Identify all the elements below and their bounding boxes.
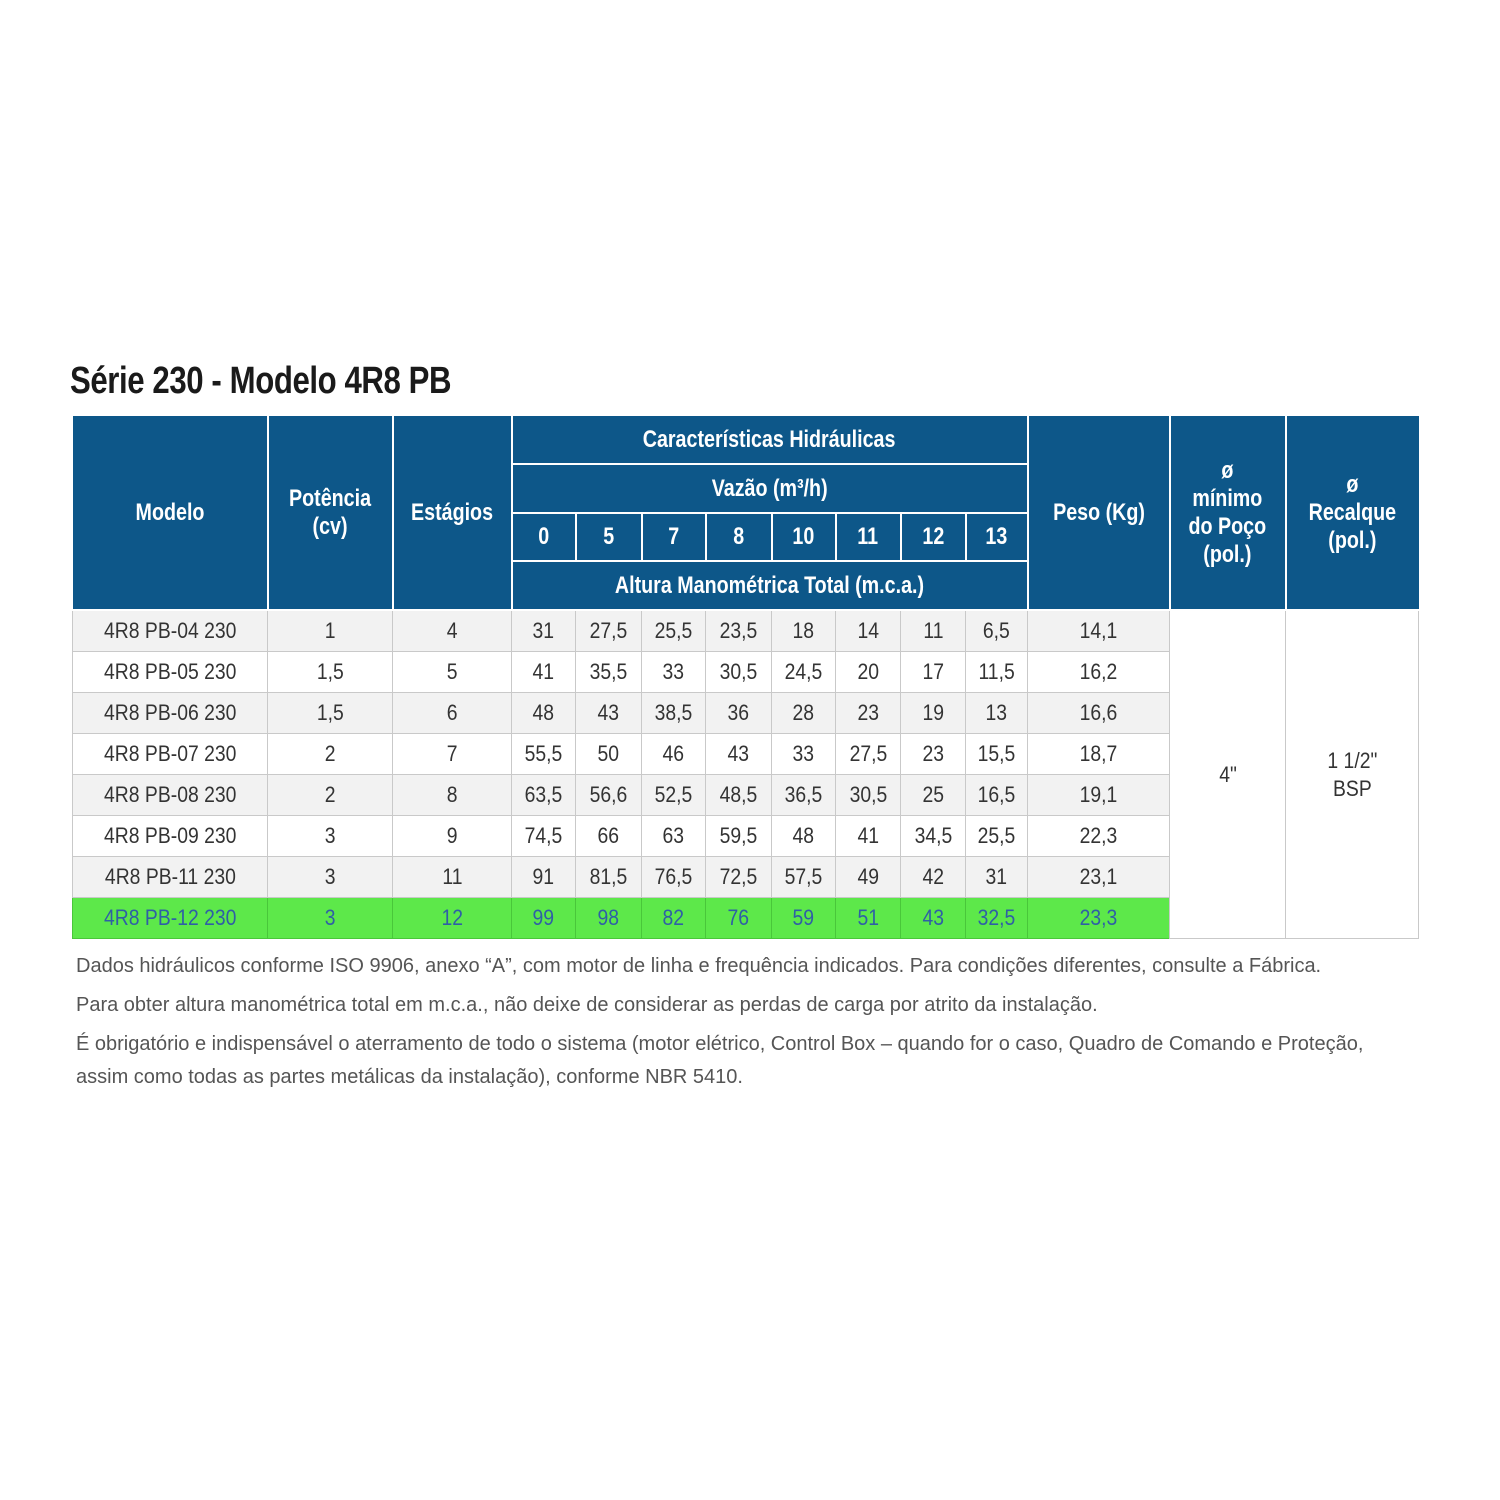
cell-recalque: 1 1/2" BSP — [1286, 610, 1419, 939]
cell-altura: 48 — [512, 693, 576, 734]
header-estagios: Estágios — [393, 416, 512, 610]
cell-altura: 41 — [512, 652, 576, 693]
header-flow: 7 — [642, 513, 706, 561]
cell-estagios: 8 — [393, 775, 512, 816]
cell-potencia: 3 — [268, 898, 393, 939]
cell-altura: 32,5 — [966, 898, 1028, 939]
page-title: Série 230 - Modelo 4R8 PB — [70, 360, 452, 402]
table-body — [73, 610, 1419, 939]
cell-modelo: 4R8 PB-09 230 — [73, 816, 268, 857]
cell-altura: 63 — [642, 816, 706, 857]
cell-potencia: 1,5 — [268, 693, 393, 734]
cell-altura: 25,5 — [642, 610, 706, 652]
header-flow: 12 — [901, 513, 966, 561]
header-flow: 0 — [512, 513, 576, 561]
header-flow: 5 — [576, 513, 642, 561]
cell-potencia: 2 — [268, 775, 393, 816]
cell-altura: 56,6 — [576, 775, 642, 816]
cell-altura: 14 — [836, 610, 901, 652]
table-header — [73, 416, 1419, 610]
header-caracteristicas: Características Hidráulicas — [512, 416, 1028, 464]
cell-altura: 43 — [901, 898, 966, 939]
cell-altura: 27,5 — [576, 610, 642, 652]
cell-altura: 91 — [512, 857, 576, 898]
cell-modelo: 4R8 PB-06 230 — [73, 693, 268, 734]
note-iso: Dados hidráulicos conforme ISO 9906, anexo “A”, com motor de linha e frequência indicados. Para condições diferentes, consulte a Fábrica. — [76, 955, 1322, 977]
cell-peso: 23,1 — [1028, 857, 1170, 898]
cell-potencia: 1,5 — [268, 652, 393, 693]
cell-peso: 16,6 — [1028, 693, 1170, 734]
cell-altura: 23 — [836, 693, 901, 734]
cell-modelo: 4R8 PB-04 230 — [73, 610, 268, 652]
cell-altura: 41 — [836, 816, 901, 857]
cell-altura: 25 — [901, 775, 966, 816]
header-vazao: Vazão (m³/h) — [512, 464, 1028, 513]
cell-peso: 23,3 — [1028, 898, 1170, 939]
header-altura: Altura Manométrica Total (m.c.a.) — [512, 561, 1028, 610]
cell-altura: 36,5 — [772, 775, 836, 816]
header-potencia: Potência (cv) — [268, 416, 393, 610]
header-flow: 13 — [966, 513, 1028, 561]
cell-altura: 30,5 — [706, 652, 772, 693]
cell-altura: 63,5 — [512, 775, 576, 816]
cell-altura: 31 — [966, 857, 1028, 898]
cell-altura: 34,5 — [901, 816, 966, 857]
cell-altura: 25,5 — [966, 816, 1028, 857]
cell-altura: 33 — [642, 652, 706, 693]
cell-altura: 36 — [706, 693, 772, 734]
header-flow: 11 — [836, 513, 901, 561]
header-modelo: Modelo — [73, 416, 268, 610]
cell-poco: 4" — [1170, 610, 1286, 939]
cell-potencia: 2 — [268, 734, 393, 775]
cell-altura: 27,5 — [836, 734, 901, 775]
table-row — [73, 610, 1419, 652]
cell-altura: 43 — [576, 693, 642, 734]
cell-altura: 18 — [772, 610, 836, 652]
cell-altura: 15,5 — [966, 734, 1028, 775]
cell-peso: 14,1 — [1028, 610, 1170, 652]
cell-altura: 16,5 — [966, 775, 1028, 816]
header-flow: 8 — [706, 513, 772, 561]
cell-peso: 18,7 — [1028, 734, 1170, 775]
cell-peso: 22,3 — [1028, 816, 1170, 857]
cell-altura: 23,5 — [706, 610, 772, 652]
cell-altura: 35,5 — [576, 652, 642, 693]
cell-altura: 33 — [772, 734, 836, 775]
cell-modelo: 4R8 PB-11 230 — [73, 857, 268, 898]
cell-altura: 23 — [901, 734, 966, 775]
cell-altura: 57,5 — [772, 857, 836, 898]
cell-modelo: 4R8 PB-12 230 — [73, 898, 268, 939]
cell-altura: 42 — [901, 857, 966, 898]
cell-potencia: 3 — [268, 816, 393, 857]
cell-altura: 43 — [706, 734, 772, 775]
cell-altura: 20 — [836, 652, 901, 693]
cell-altura: 50 — [576, 734, 642, 775]
cell-altura: 11 — [901, 610, 966, 652]
cell-estagios: 5 — [393, 652, 512, 693]
cell-altura: 74,5 — [512, 816, 576, 857]
cell-modelo: 4R8 PB-05 230 — [73, 652, 268, 693]
cell-modelo: 4R8 PB-07 230 — [73, 734, 268, 775]
cell-altura: 81,5 — [576, 857, 642, 898]
cell-altura: 49 — [836, 857, 901, 898]
cell-altura: 19 — [901, 693, 966, 734]
cell-altura: 38,5 — [642, 693, 706, 734]
cell-altura: 76,5 — [642, 857, 706, 898]
cell-altura: 6,5 — [966, 610, 1028, 652]
cell-altura: 30,5 — [836, 775, 901, 816]
cell-altura: 98 — [576, 898, 642, 939]
cell-altura: 82 — [642, 898, 706, 939]
cell-altura: 66 — [576, 816, 642, 857]
cell-estagios: 7 — [393, 734, 512, 775]
cell-altura: 51 — [836, 898, 901, 939]
cell-estagios: 9 — [393, 816, 512, 857]
cell-altura: 59,5 — [706, 816, 772, 857]
cell-altura: 24,5 — [772, 652, 836, 693]
header-recalque: ø Recalque (pol.) — [1286, 416, 1419, 610]
notes — [76, 950, 1416, 1100]
cell-altura: 11,5 — [966, 652, 1028, 693]
cell-altura: 17 — [901, 652, 966, 693]
cell-altura: 48,5 — [706, 775, 772, 816]
cell-potencia: 1 — [268, 610, 393, 652]
cell-peso: 19,1 — [1028, 775, 1170, 816]
cell-altura: 31 — [512, 610, 576, 652]
cell-potencia: 3 — [268, 857, 393, 898]
cell-estagios: 4 — [393, 610, 512, 652]
cell-altura: 55,5 — [512, 734, 576, 775]
cell-altura: 13 — [966, 693, 1028, 734]
cell-modelo: 4R8 PB-08 230 — [73, 775, 268, 816]
cell-estagios: 12 — [393, 898, 512, 939]
cell-altura: 48 — [772, 816, 836, 857]
note-aterramento: É obrigatório e indispensável o aterramento de todo o sistema (motor elétrico, Control Box – quando for o caso, Quadro de Comando e Proteção, assim como todas as partes metálicas da instalação), conforme NBR 5410. — [76, 1033, 1364, 1088]
note-altura: Para obter altura manométrica total em m.c.a., não deixe de considerar as perdas de carga por atrito da instalação. — [76, 994, 1098, 1016]
header-flow: 10 — [772, 513, 836, 561]
cell-altura: 59 — [772, 898, 836, 939]
cell-altura: 76 — [706, 898, 772, 939]
cell-altura: 28 — [772, 693, 836, 734]
cell-estagios: 6 — [393, 693, 512, 734]
cell-estagios: 11 — [393, 857, 512, 898]
cell-altura: 99 — [512, 898, 576, 939]
cell-altura: 52,5 — [642, 775, 706, 816]
header-peso: Peso (Kg) — [1028, 416, 1170, 610]
cell-altura: 72,5 — [706, 857, 772, 898]
cell-peso: 16,2 — [1028, 652, 1170, 693]
pump-spec-table — [72, 416, 1419, 939]
cell-altura: 46 — [642, 734, 706, 775]
header-poco: ø mínimo do Poço (pol.) — [1170, 416, 1286, 610]
